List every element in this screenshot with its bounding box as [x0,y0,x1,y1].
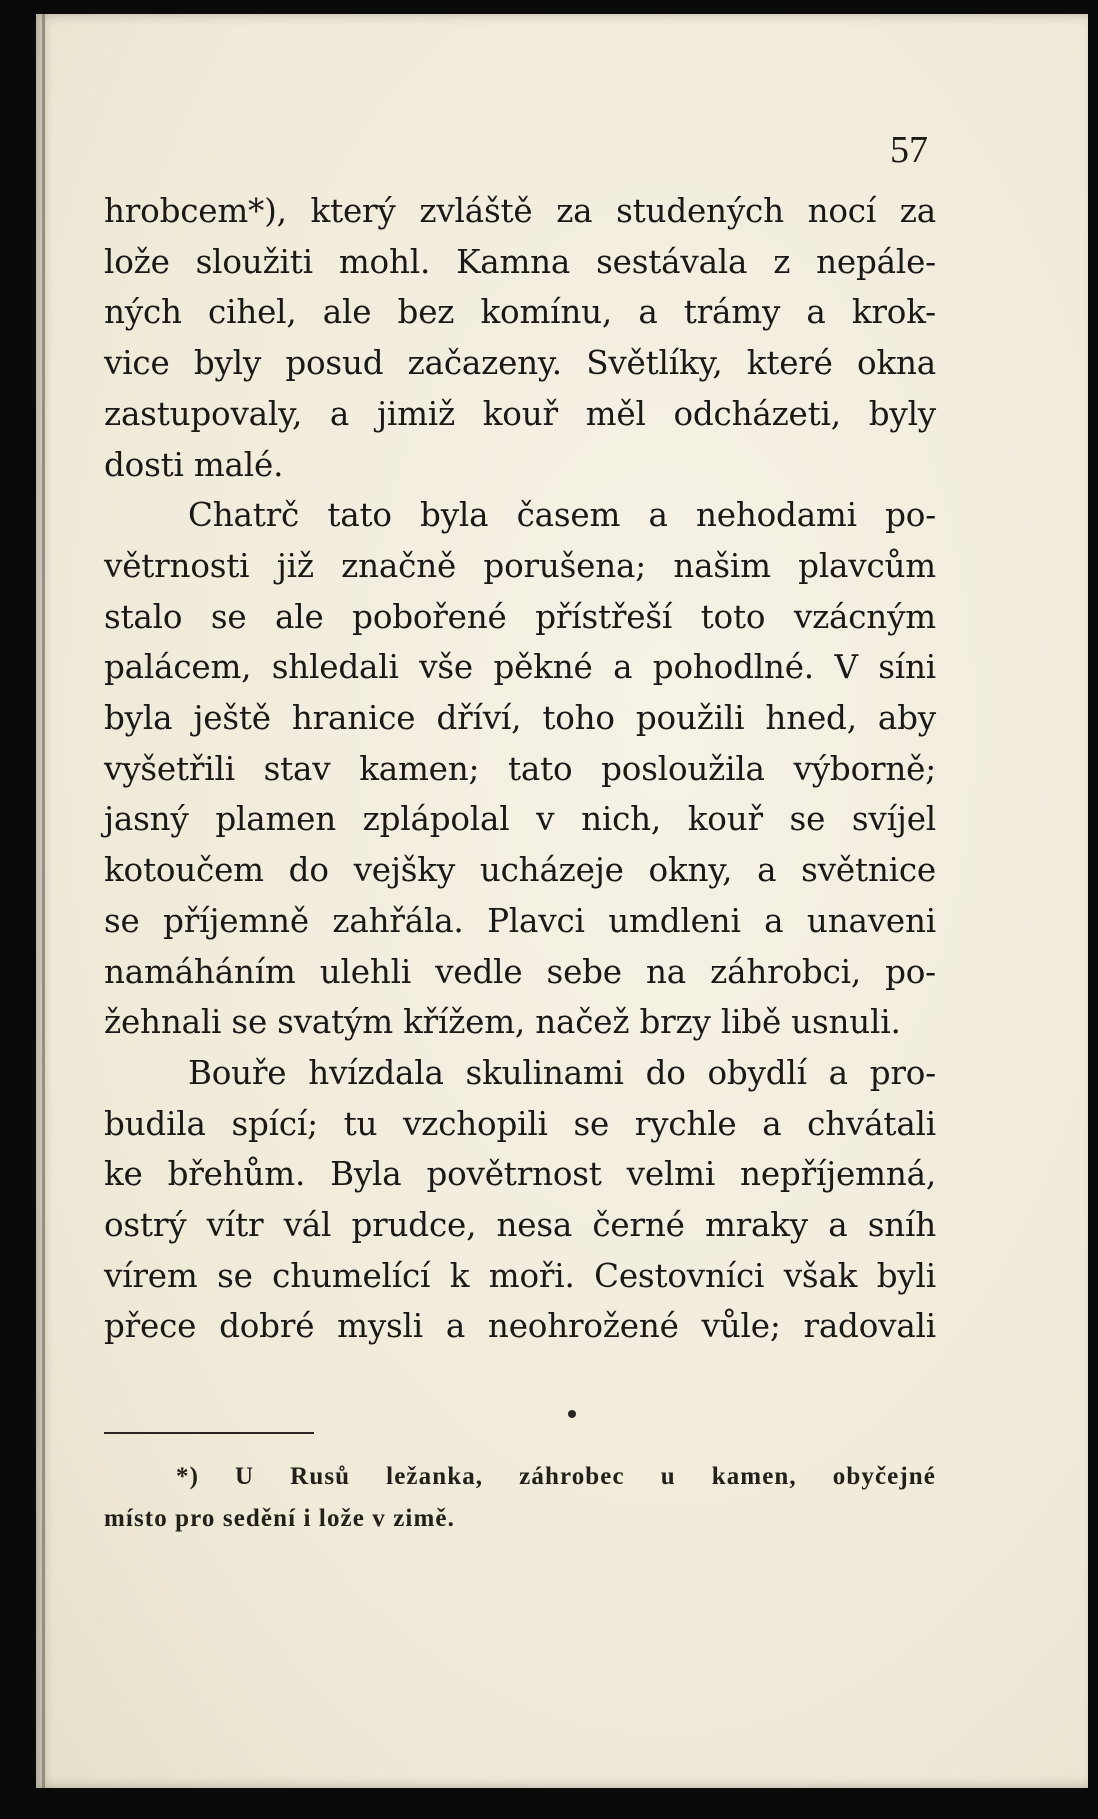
text-line: vírem se chumelící k moři. Cestovníci však byli [104,1256,936,1295]
text-line: přece dobré mysli a neohrožené vůle; radovali [104,1307,936,1346]
text-line: Chatrč tato byla časem a nehodami po- [188,496,936,535]
text-line: zastupovaly, a jimiž kouř měl odcházeti, byly [104,394,936,433]
text-line: kotoučem do vejšky ucházeje okny, a světnice [104,851,936,890]
text-line: Bouře hvízdala skulinami do obydlí a pro- [188,1053,936,1092]
footnote [104,1456,936,1540]
text-line: ostrý vítr vál prudce, nesa černé mraky a sníh [104,1206,936,1245]
footnote-line: místo pro sedění i lože v zimě. [104,1505,455,1532]
text-line: dosti malé. [104,445,284,484]
page-gutter [42,14,45,1788]
paragraph [104,186,936,490]
text-line: ných cihel, ale bez komínu, a trámy a krok- [104,293,936,332]
text-line: ke břehům. Byla povětrnost velmi nepříjemná, [104,1155,936,1194]
footnote-line: *) U Rusů ležanka, záhrobec u kamen, obyčejné [176,1463,936,1490]
text-line: hrobcem*), který zvláště za studených nocí za [104,192,936,230]
text-line: žehnali se svatým křížem, načež brzy libě usnuli. [104,1003,901,1042]
footnote-rule [104,1432,314,1434]
text-line: stalo se ale pobořené přístřeší toto vzácným [104,597,936,636]
paragraph [104,490,936,1048]
text-line: lože sloužiti mohl. Kamna sestávala z nepále- [104,242,936,281]
text-line: byla ještě hranice dříví, toho použili hned, aby [104,699,936,738]
text-line: budila spící; tu vzchopili se rychle a chvátali [104,1104,936,1143]
text-line: se příjemně zahřála. Plavci umdleni a unaveni [104,901,936,940]
text-line: namáháním ulehli vedle sebe na záhrobci, po- [104,952,936,991]
text-line: větrnosti již značně porušena; našim plavcům [104,546,936,585]
body-text [104,186,936,1352]
text-line: jasný plamen zplápolal v nich, kouř se svíjel [104,800,936,839]
text-line: vice byly posud začazeny. Světlíky, které okna [104,344,936,383]
text-line: vyšetřili stav kamen; tato posloužila výborně; [104,749,936,788]
ink-speck [568,1410,576,1418]
page-number: 57 [890,129,928,171]
text-line: palácem, shledali vše pěkné a pohodlné. V síni [104,648,936,687]
paragraph [104,1048,936,1352]
